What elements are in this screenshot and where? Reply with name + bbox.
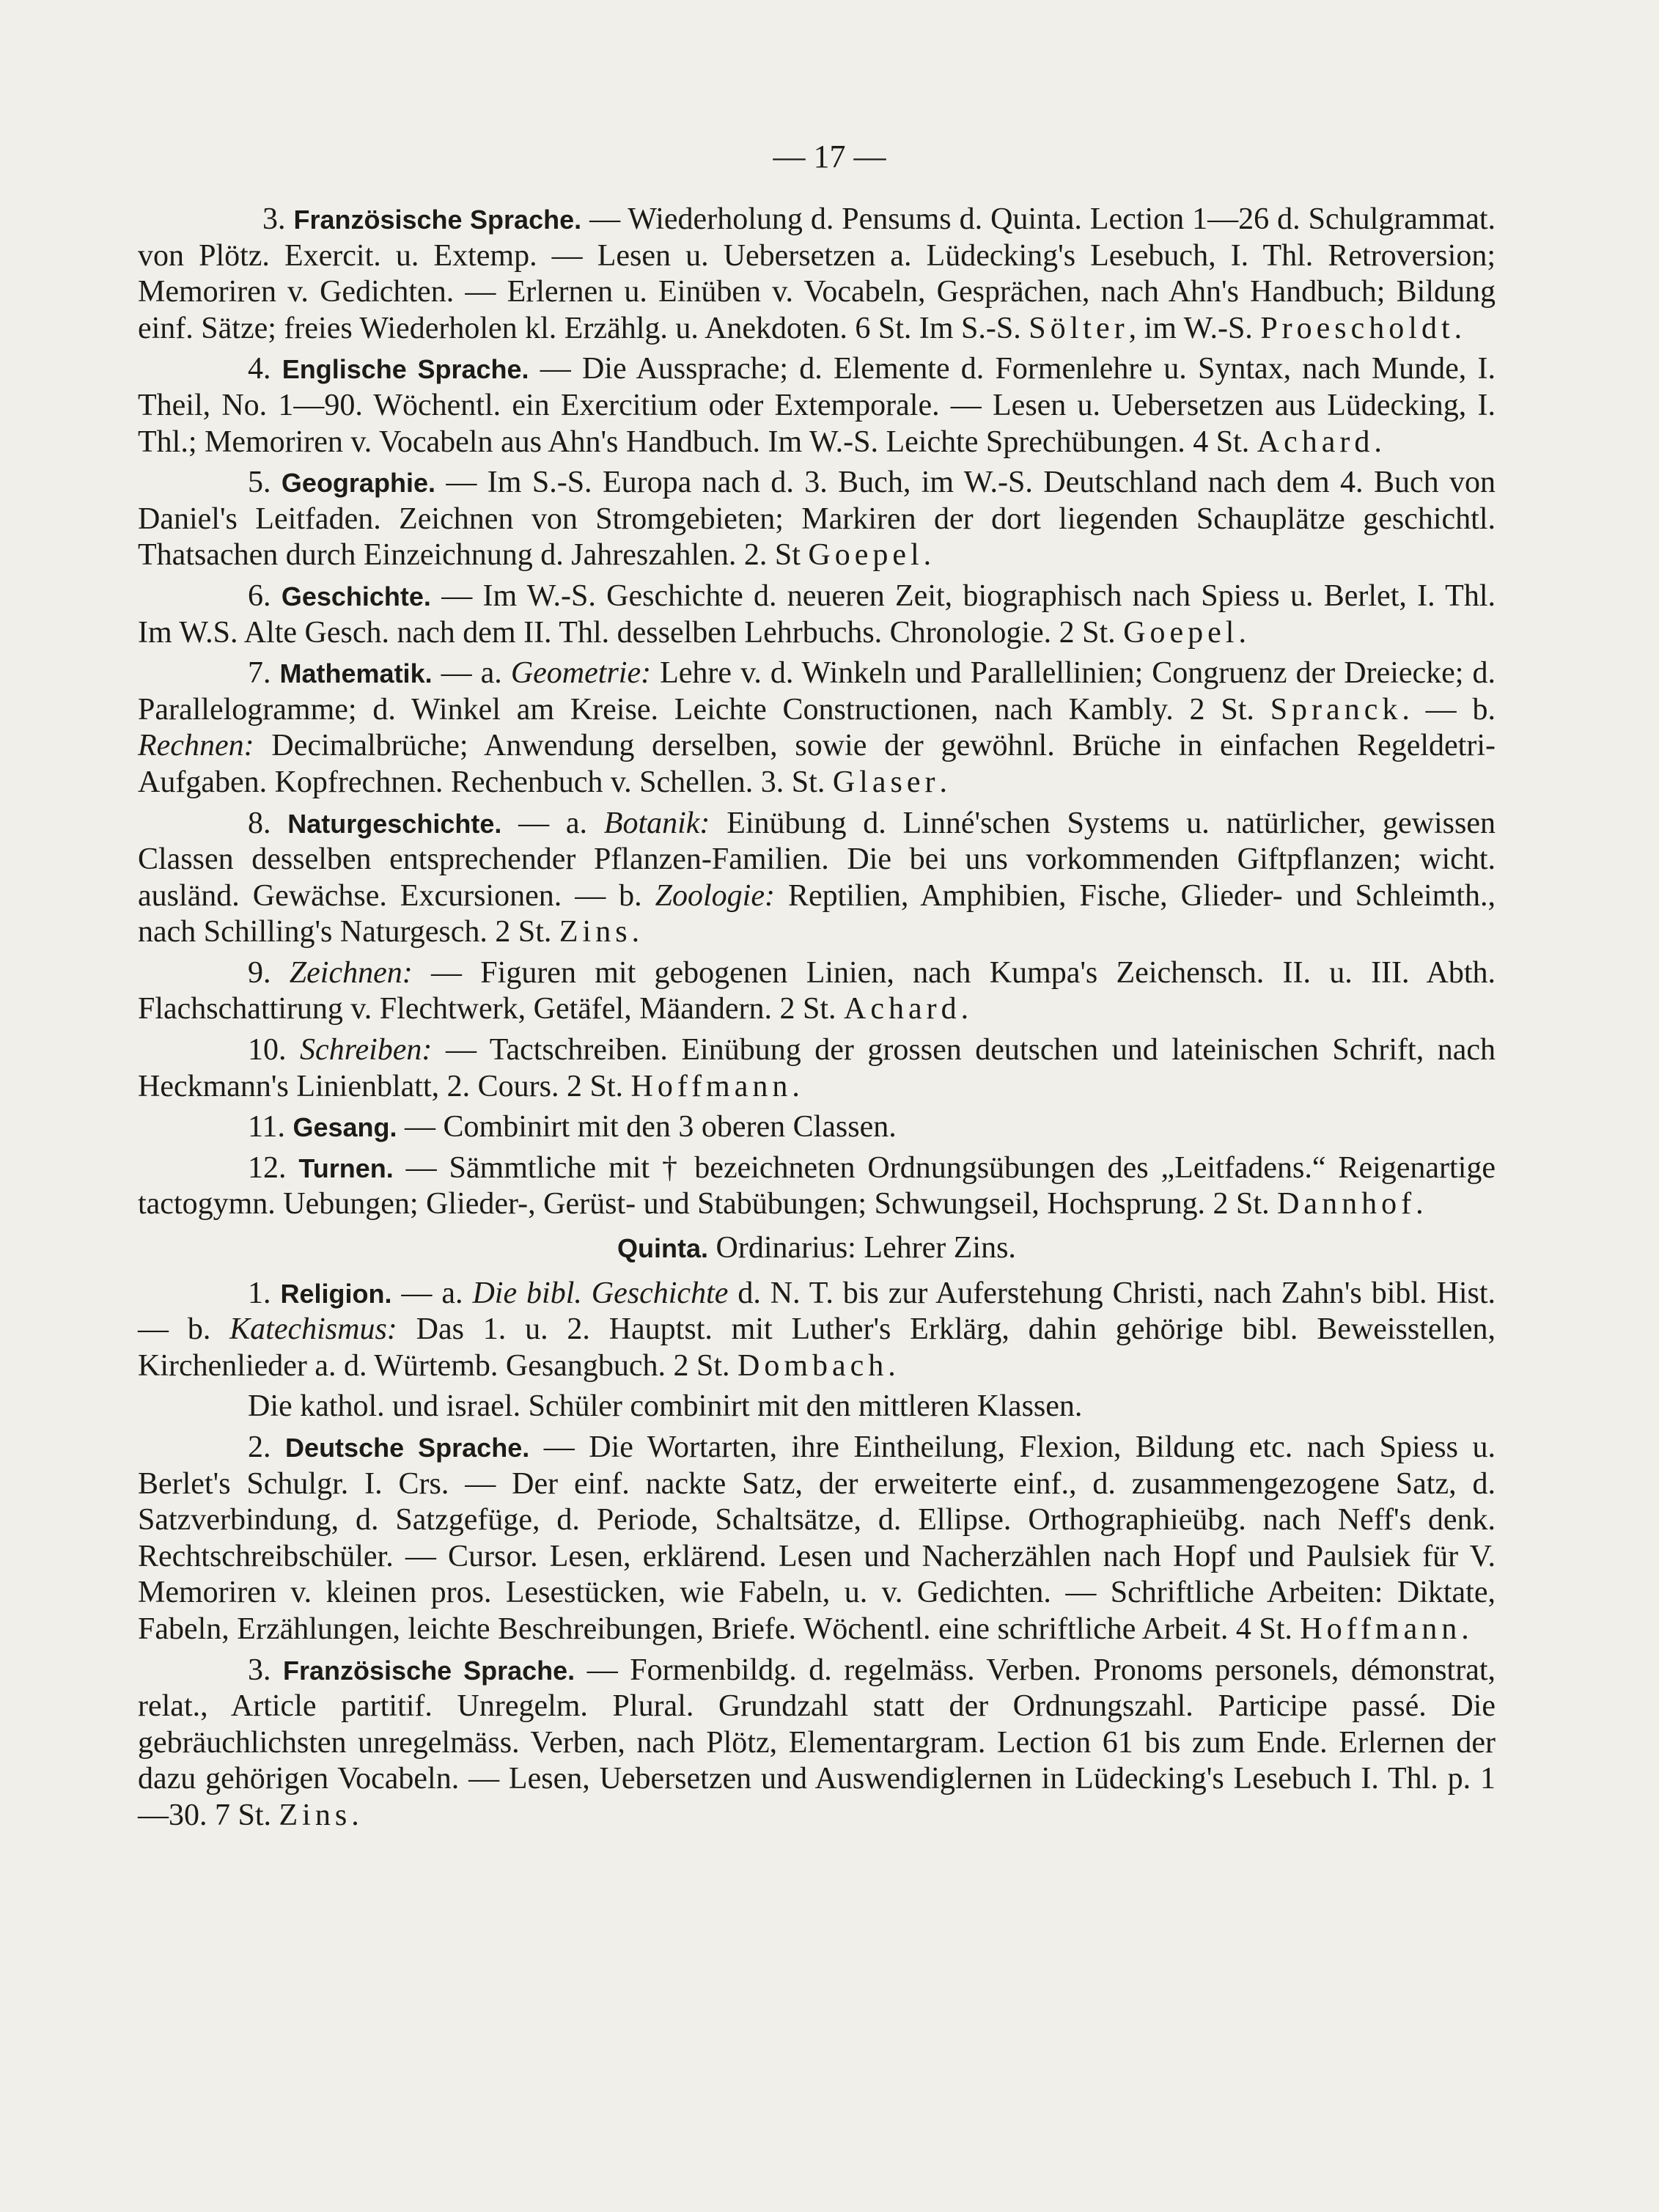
- section-text: d. N. T. bis zur Auferstehung Christi, nach Zahn's bibl. Hist. — b.: [138, 1276, 1496, 1347]
- section-end: .: [1461, 1612, 1469, 1646]
- section-text: — a.: [432, 656, 511, 691]
- teacher-name: Goepel: [808, 538, 924, 573]
- section-number: 2.: [248, 1430, 286, 1464]
- section-text: Das 1. u. 2. Hauptst. mit Luther's Erklärg, dahin gehörige bibl. Beweisstellen, Kirchenlieder a. d. Würtemb. Gesangbuch. 2 St.: [138, 1312, 1496, 1383]
- section-heading: Naturgeschichte.: [287, 808, 502, 839]
- section-number: 6.: [248, 578, 282, 613]
- section-number: 7.: [248, 656, 280, 691]
- teacher-name: Achard: [844, 992, 961, 1026]
- teacher-name: Achard: [1257, 425, 1375, 459]
- section-text: Die kathol. und israel. Schüler combinirt mit den mittleren Klassen.: [248, 1389, 1083, 1424]
- teacher-name: Zins: [279, 1798, 352, 1832]
- section-end: .: [631, 915, 640, 949]
- section-end: .: [1416, 1187, 1424, 1221]
- section-heading: Geschichte.: [281, 581, 431, 611]
- section-writing: [138, 1032, 1496, 1105]
- section-end: .: [351, 1798, 359, 1832]
- section-number: 3.: [248, 1653, 284, 1687]
- quinta-section-french: [138, 1653, 1496, 1834]
- page-body: [138, 202, 1496, 1839]
- subject-italic: Zoologie:: [655, 878, 775, 913]
- section-text: . — b.: [1402, 692, 1496, 727]
- teacher-name: Dombach: [737, 1348, 889, 1383]
- teacher-name: Dannhof: [1277, 1187, 1416, 1221]
- teacher-name: Spranck: [1270, 692, 1402, 727]
- teacher-name: Zins: [559, 915, 632, 949]
- section-text: — Tactschreiben. Einübung der grossen deutschen und lateinischen Schrift, nach Heckmann's Linienblatt, 2. Cours. 2 St.: [138, 1033, 1496, 1103]
- section-end: .: [1238, 615, 1246, 650]
- section-number: 3.: [262, 202, 294, 236]
- section-number: 11.: [248, 1110, 293, 1144]
- section-end: .: [939, 765, 947, 799]
- section-geography: [138, 465, 1496, 574]
- section-mathematics: [138, 655, 1496, 801]
- section-text: — a.: [391, 1276, 473, 1310]
- section-singing: [138, 1109, 1496, 1146]
- section-heading: Deutsche Sprache.: [285, 1433, 530, 1463]
- section-number: 10.: [248, 1033, 301, 1068]
- teacher-name: Glaser: [832, 765, 940, 799]
- section-end: .: [923, 538, 932, 573]
- section-text: — Sämmtliche mit † bezeichneten Ordnungsübungen des „Leitfadens.“ Reigenartige tactogymn. Uebungen; Glieder-, Gerüst- und Stabübungen; Schwungseil, Hochsprung. 2 St.: [138, 1150, 1496, 1221]
- section-text: , im W.-S.: [1128, 311, 1261, 345]
- page-number: — 17 —: [773, 139, 886, 174]
- section-heading: Turnen.: [298, 1153, 394, 1183]
- section-heading: Zeichnen:: [289, 955, 413, 990]
- teacher-name: Goepel: [1123, 615, 1239, 650]
- quinta-note-combined: [138, 1389, 1496, 1425]
- section-end: .: [1454, 311, 1463, 345]
- subject-italic: Geometrie:: [510, 656, 652, 691]
- teacher-name: Proescholdt: [1260, 311, 1454, 345]
- subject-italic: Botanik:: [603, 806, 710, 840]
- quinta-heading: [138, 1230, 1496, 1267]
- section-number: 5.: [248, 466, 282, 500]
- section-english: [138, 351, 1496, 460]
- section-history: [138, 578, 1496, 651]
- teacher-name: Hoffmann: [1300, 1612, 1462, 1646]
- section-heading: Religion.: [280, 1278, 392, 1309]
- quinta-section-religion: [138, 1276, 1496, 1385]
- section-text: — Combinirt mit den 3 oberen Classen.: [397, 1110, 897, 1144]
- subject-italic: Die bibl. Geschichte: [472, 1276, 729, 1310]
- section-heading: Gesang.: [293, 1112, 397, 1143]
- section-text: — Figuren mit gebogenen Linien, nach Kumpa's Zeichensch. II. u. III. Abth. Flachschattirung v. Flechtwerk, Getäfel, Mäandern. 2 St.: [138, 955, 1496, 1026]
- section-number: 9.: [248, 955, 290, 990]
- section-text: Einübung d. Linné'schen Systems u. natürlicher, gewissen Classen desselben entsprechender Pflanzen-Familien. Die bei uns vorkommenden Giftpflanzen; wicht. ausländ. Gewächse. Excursionen. — b.: [138, 806, 1496, 913]
- section-heading: Englische Sprache.: [282, 354, 529, 385]
- section-text: — Im S.-S. Europa nach d. 3. Buch, im W.-S. Deutschland nach dem 4. Buch von Daniel's Leitfaden. Zeichnen von Stromgebieten; Markiren der dort liegenden Schauplätze geschichtl. Thatsachen durch Einzeichnung d. Jahreszahlen. 2. St: [138, 466, 1496, 573]
- section-text: — a.: [501, 806, 604, 840]
- quinta-section-german: [138, 1430, 1496, 1648]
- class-title: Quinta.: [617, 1233, 709, 1264]
- section-heading: Schreiben:: [300, 1033, 433, 1068]
- section-heading: Französische Sprache.: [293, 205, 582, 235]
- section-number: 8.: [248, 806, 288, 840]
- section-text: — Formenbildg. d. regelmäss. Verben. Pronoms personels, démonstrat, relat., Article partitif. Unregelm. Plural. Grundzahl statt der Ordnungszahl. Participe passé. Die gebräuchlichsten unregelmäss. Verben, nach Plötz, Elementargram. Lection 61 bis zum Ende. Erlernen der dazu gehörigen Vocabeln. — Lesen, Uebersetzen und Auswendiglernen in Lüdecking's Lesebuch I. Thl. p. 1—30. 7 St.: [138, 1653, 1496, 1832]
- section-end: .: [960, 992, 969, 1026]
- section-gymnastics: [138, 1150, 1496, 1223]
- section-text: — Die Wortarten, ihre Eintheilung, Flexion, Bildung etc. nach Spiess u. Berlet's Schulgr. I. Crs. — Der einf. nackte Satz, der erweiterte einf., d. zusammengezogene Satz, d. Satzverbindung, d. Satzgefüge, d. Periode, Schaltsätze, d. Ellipse. Orthographieübg. nach Neff's denk. Rechtschreibschüler. — Cursor. Lesen, erklärend. Lesen und Nacherzählen nach Hopf und Paulsiek für V. Memoriren v. kleinen pros. Lesestücken, wie Fabeln, u. v. Gedichten. — Schriftliche Arbeiten: Diktate, Fabeln, Erzählungen, leichte Beschreibungen, Briefe. Wöchentl. eine schriftliche Arbeit. 4 St.: [138, 1430, 1496, 1646]
- section-text: — Im W.-S. Geschichte d. neueren Zeit, biographisch nach Spiess u. Berlet, I. Thl. Im W.S. Alte Gesch. nach dem II. Thl. desselben Lehrbuchs. Chronologie. 2 St.: [138, 578, 1496, 650]
- section-natural-history: [138, 806, 1496, 951]
- section-drawing: [138, 955, 1496, 1028]
- section-text: Reptilien, Amphibien, Fische, Glieder- und Schleimth., nach Schilling's Naturgesch. 2 St.: [138, 878, 1496, 949]
- class-ordinarius: Ordinarius: Lehrer Zins.: [708, 1231, 1016, 1265]
- section-french: [138, 202, 1496, 347]
- section-heading: Mathematik.: [279, 658, 433, 689]
- section-end: .: [792, 1069, 800, 1103]
- section-number: 12.: [248, 1150, 299, 1185]
- section-heading: Französische Sprache.: [283, 1655, 575, 1686]
- teacher-name: Sölter: [1029, 311, 1129, 345]
- section-text: — Die Aussprache; d. Elemente d. Formenlehre u. Syntax, nach Munde, I. Theil, No. 1—90. Wöchentl. ein Exercitium oder Extemporale. — Lesen u. Uebersetzen aus Lüdecking, I. Thl.; Memoriren v. Vocabeln aus Ahn's Handbuch. Im W.-S. Leichte Sprechübungen. 4 St.: [138, 352, 1496, 459]
- section-number: 4.: [248, 352, 282, 386]
- section-text: — Wiederholung d. Pensums d. Quinta. Lection 1—26 d. Schulgrammat. von Plötz. Exercit. u. Extemp. — Lesen u. Uebersetzen a. Lüdecking's Lesebuch, I. Thl. Retroversion; Memoriren v. Gedichten. — Erlernen u. Einüben v. Vocabeln, Gesprächen, nach Ahn's Handbuch; Bildung einf. Sätze; freies Wiederholen kl. Erzählg. u. Anekdoten. 6 St. Im S.-S.: [138, 202, 1496, 345]
- teacher-name: Hoffmann: [630, 1069, 792, 1103]
- section-heading: Geographie.: [281, 468, 435, 499]
- subject-italic: Rechnen:: [138, 729, 254, 763]
- section-number: 1.: [248, 1276, 281, 1310]
- section-end: .: [888, 1348, 896, 1383]
- section-text: Decimalbrüche; Anwendung derselben, sowie der gewöhnl. Brüche in einfachen Regeldetri-Aufgaben. Kopfrechnen. Rechenbuch v. Schellen. 3. St.: [138, 729, 1496, 799]
- section-end: .: [1374, 425, 1382, 459]
- section-text: Lehre v. d. Winkeln und Parallellinien; Congruenz der Dreiecke; d. Parallelogramme; d. Winkel am Kreise. Leichte Constructionen, nach Kambly. 2 St.: [138, 656, 1496, 727]
- subject-italic: Katechismus:: [229, 1312, 397, 1347]
